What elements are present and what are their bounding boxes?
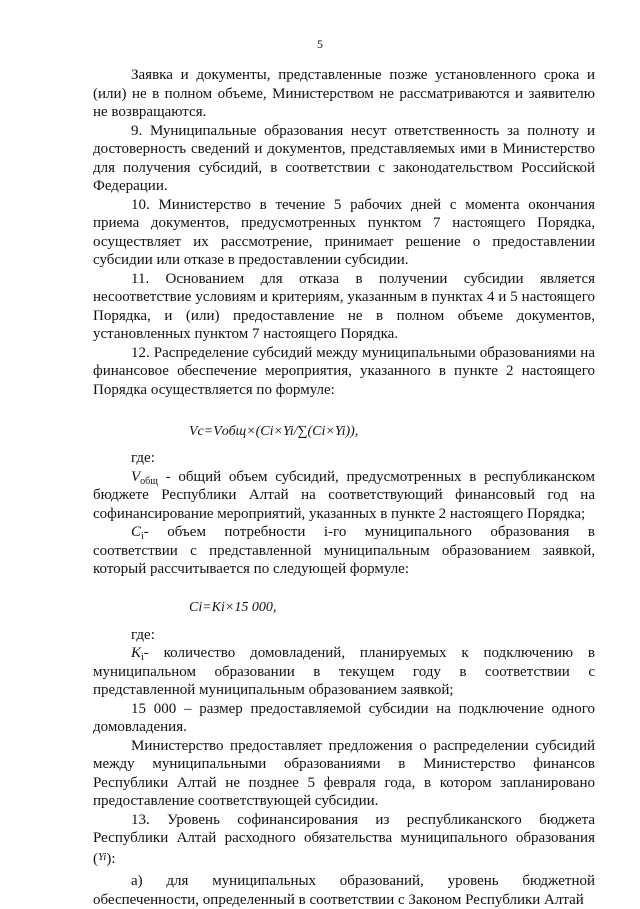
definition-ki — [93, 644, 595, 700]
paragraph-13a: а) для муниципальных образований, уровень бюджетной обеспеченности, определенный в соответствии с Законом Республики Алтай — [93, 873, 595, 908]
symbol-k: K — [131, 645, 142, 661]
paragraph-ministry: Министерство предоставляет предложения о распределении субсидий между муниципальными образованиями в Министерство финансов Республики Алтай не позднее 5 февраля года, в котором запланировано предоставление соответствующей субсидии. — [93, 737, 595, 809]
formula-distribution: Vc=Vобщ×(Ci×Yi/∑(Ci×Yi)), — [189, 424, 359, 439]
paragraph-12: 12. Распределение субсидий между муниципальными образованиями на финансовое обеспечение мероприятия, указанного в пункте 2 настоящего Порядка осуществляется по формуле: — [93, 344, 595, 398]
definition-v-text: - общий объем субсидий, предусмотренных в республиканском бюджете Республики Алтай на соответствующий финансовый год на софинансирование мероприятий, указанных в пункте 2 настоящего Порядка; — [93, 468, 595, 522]
document-body — [93, 66, 595, 909]
paragraph-9: 9. Муниципальные образования несут ответственность за полноту и достоверность сведений и документов, представляемых ими в Министерство для получения субсидий, в соответствии с законодательством Российской Федерации. — [93, 122, 595, 194]
definition-v-total — [93, 468, 595, 524]
page-number: 5 — [317, 37, 323, 51]
symbol-v: V — [131, 468, 141, 485]
paragraph-11: 11. Основанием для отказа в получении субсидии является несоответствие условиям и критериям, указанным в пунктах 4 и 5 настоящего Порядка, и (или) предоставление не в полном объеме документов, установленных пунктом 7 настоящего Порядка. — [93, 270, 595, 342]
paragraph-10: 10. Министерство в течение 5 рабочих дней с момента окончания приема документов, предусмотренных пунктом 7 настоящего Порядка, осуществляет их рассмотрение, принимает решение о предоставлении субсидии или отказе в предоставлении субсидии. — [93, 196, 595, 268]
definition-ci — [93, 523, 595, 579]
formula-need: Ci=Ki×15 000, — [189, 599, 277, 615]
symbol-v-subscript: общ — [140, 475, 158, 487]
definition-ki-text: - количество домовладений, планируемых к подключению в муниципальном образовании в текущем году в соответствии с представленной муниципальным образованием заявкой; — [93, 645, 595, 698]
where-label-1: где: — [131, 450, 155, 466]
symbol-yi: Yi — [98, 850, 107, 863]
paragraph-15000: 15 000 – размер предоставляемой субсидии на подключение одного домовладения. — [93, 700, 595, 735]
symbol-k-subscript: i — [141, 652, 144, 663]
symbol-c: C — [131, 524, 142, 540]
definition-ci-text: - объем потребности i-го муниципального образования в соответствии с представленной муниципальным образованием заявкой, который рассчитывается по следующей формуле: — [93, 524, 595, 577]
paragraph-13-text: 13. Уровень софинансирования из республиканского бюджета Республики Алтай расходного обязательства муниципального образования — [93, 811, 595, 846]
symbol-c-subscript: i — [141, 531, 144, 542]
paragraph-13 — [93, 811, 595, 869]
yi-close-paren: ): — [106, 850, 116, 867]
yi-open-paren: ( — [93, 850, 98, 867]
where-label-2: где: — [131, 626, 155, 643]
paragraph-intro: Заявка и документы, представленные позже установленного срока и (или) не в полном объеме, Министерством не рассматриваются и заявителю не возвращаются. — [93, 67, 595, 120]
